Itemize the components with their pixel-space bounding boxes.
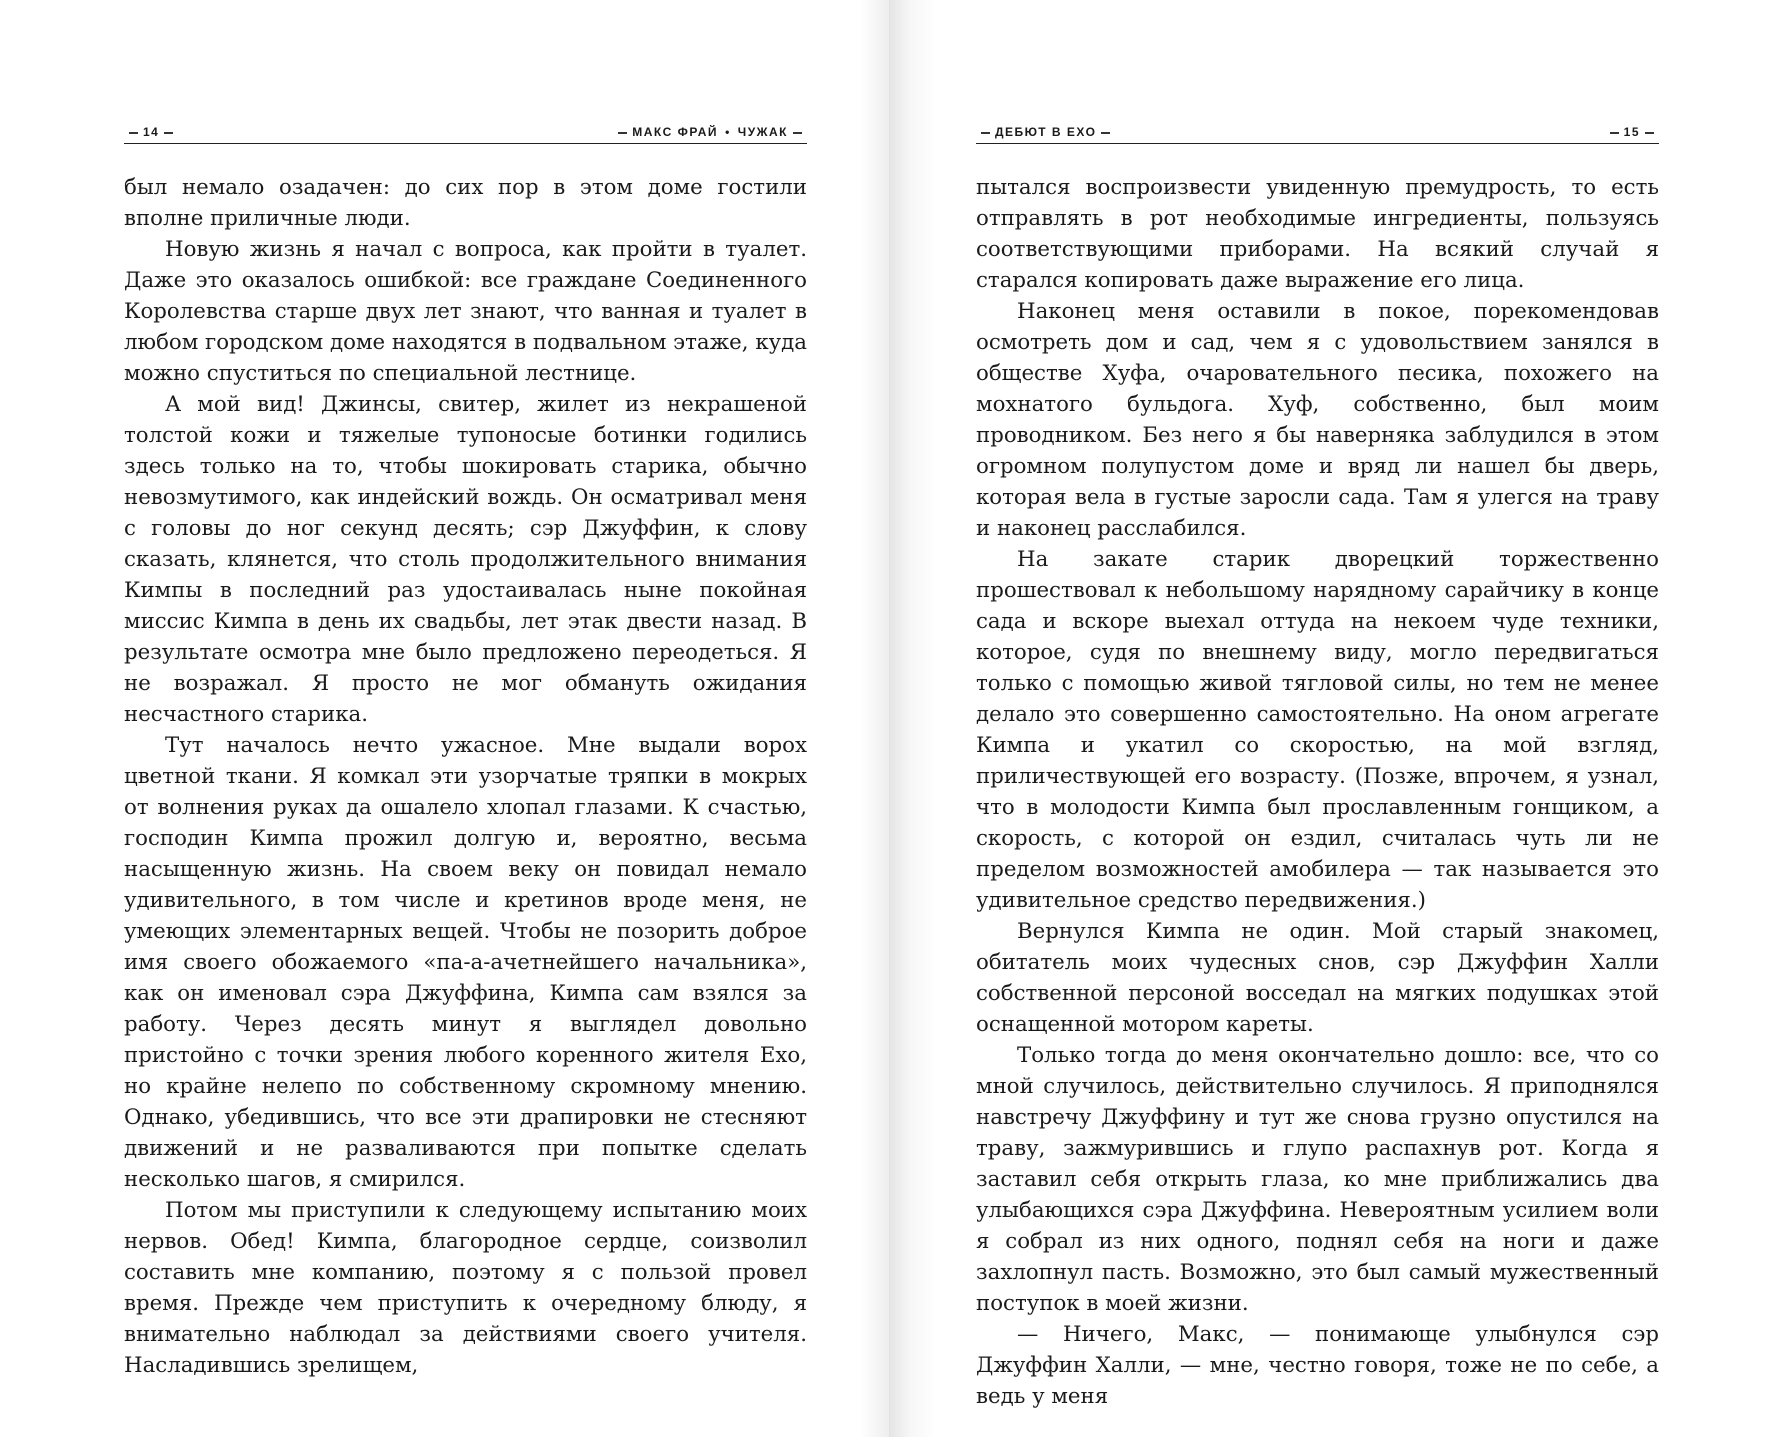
right-running-header [976, 122, 1659, 142]
paragraph: Новую жизнь я начал с вопроса, как пройти в туалет. Даже это оказалось ошибкой: все граждане Соединенного Королевства старше двух лет знают, что ванная и туалет в любом городском доме находятся в подвальном этаже, куда можно спуститься по специальной лестнице. [124, 237, 807, 386]
gutter-shadow-left [860, 0, 890, 1437]
left-page-number: 14 [143, 125, 160, 139]
ornament-dash [1610, 132, 1619, 134]
left-page-text [124, 172, 807, 1381]
ornament-dash [129, 132, 138, 134]
paragraph: Вернулся Кимпа не один. Мой старый знакомец, обитатель моих чудесных снов, сэр Джуффин Халли собственной персоной восседал на мягких подушках этой оснащенной мотором кареты. [976, 919, 1659, 1037]
ornament-dash [164, 132, 173, 134]
right-page-text [976, 172, 1659, 1412]
chapter-title: ДЕБЮТ В ЕХО [995, 125, 1097, 139]
paragraph: Только тогда до меня окончательно дошло: все, что со мной случилось, действительно случилось. Я приподнялся навстречу Джуффину и тут же снова грузно опустился на траву, зажмурившись и глупо распахнув рот. Когда я заставил себя открыть глаза, ко мне приближались два улыбающихся сэра Джуффина. Невероятным усилием воли я собрал из них одного, поднял себя на ноги и даже захлопнул пасть. Возможно, это был самый мужественный поступок в моей жизни. [976, 1043, 1659, 1316]
paragraph: пытался воспроизвести увиденную премудрость, то есть отправлять в рот необходимые ингредиенты, пользуясь соответствующими приборами. На всякий случай я старался копировать даже выражение его лица. [976, 175, 1659, 293]
paragraph: Потом мы приступили к следующему испытанию моих нервов. Обед! Кимпа, благородное сердце, соизволил составить мне компанию, поэтому я с пользой провел время. Прежде чем приступить к очередному блюду, я внимательно наблюдал за действиями своего учителя. Насладившись зрелищем, [124, 1198, 807, 1378]
paragraph: Наконец меня оставили в покое, порекомендовав осмотреть дом и сад, чем я с удовольствием занялся в обществе Хуфа, очаровательного песика, похожего на мохнатого бульдога. Хуф, собственно, был моим проводником. Без него я бы наверняка заблудился в этом огромном полупустом доме и вряд ли нашел бы дверь, которая вела в густые заросли сада. Там я улегся на траву и наконец расслабился. [976, 299, 1659, 541]
right-page-number-group [1605, 125, 1659, 139]
right-header-title-group [976, 125, 1115, 139]
ornament-dash [981, 132, 990, 134]
right-page-number: 15 [1623, 125, 1640, 139]
book-title: ЧУЖАК [737, 125, 788, 139]
paragraph: А мой вид! Джинсы, свитер, жилет из некрашеной толстой кожи и тяжелые тупоносые ботинки годились здесь только на то, чтобы шокировать старика, обычно невозмутимого, как индейский вождь. Он осматривал меня с головы до ног секунд десять; сэр Джуффин, к слову сказать, клянется, что столь продолжительного внимания Кимпы в последний раз удостаивалась ныне покойная миссис Кимпа в день их свадьбы, лет этак двести назад. В результате осмотра мне было предложено переодеться. Я не возражал. Я просто не мог обмануть ожидания несчастного старика. [124, 392, 807, 727]
left-page [0, 0, 890, 1437]
book-author: МАКС ФРАЙ [632, 125, 719, 139]
left-running-header [124, 122, 807, 142]
ornament-dash [1101, 132, 1110, 134]
ornament-dash [618, 132, 627, 134]
left-page-number-group [124, 125, 178, 139]
ornament-dash [1645, 132, 1654, 134]
ornament-dash [793, 132, 802, 134]
header-separator: • [725, 125, 731, 139]
paragraph: был немало озадачен: до сих пор в этом доме гостили вполне приличные люди. [124, 175, 807, 231]
paragraph: На закате старик дворецкий торжественно прошествовал к небольшому нарядному сарайчику в конце сада и вскоре выехал оттуда на некоем чуде техники, которое, судя по внешнему виду, могло передвигаться только с помощью живой тягловой силы, но тем не менее делало это совершенно самостоятельно. На оном агрегате Кимпа и укатил со скоростью, на мой взгляд, приличествующей его возрасту. (Позже, впрочем, я узнал, что в молодости Кимпа был прославленным гонщиком, а скорость, с которой он ездил, считалась чуть ли не пределом возможностей амобилера — так называется это удивительное средство передвижения.) [976, 547, 1659, 913]
right-page [890, 0, 1781, 1437]
gutter-shadow-right [890, 0, 936, 1437]
paragraph: — Ничего, Макс, — понимающе улыбнулся сэр Джуффин Халли, — мне, честно говоря, тоже не по себе, а ведь у меня [976, 1322, 1659, 1409]
paragraph: Тут началось нечто ужасное. Мне выдали ворох цветной ткани. Я комкал эти узорчатые тряпки в мокрых от волнения руках да ошалело хлопал глазами. К счастью, господин Кимпа прожил долгую и, вероятно, весьма насыщенную жизнь. На своем веку он повидал немало удивительного, в том числе и кретинов вроде меня, не умеющих элементарных вещей. Чтобы не позорить доброе имя своего обожаемого «па-а-ачетнейшего начальника», как он именовал сэра Джуффина, Кимпа сам взялся за работу. Через десять минут я выглядел довольно пристойно с точки зрения любого коренного жителя Ехо, но крайне нелепо по собственному скромному мнению. Однако, убедившись, что все эти драпировки не стесняют движений и не разваливаются при попытке сделать несколько шагов, я смирился. [124, 733, 807, 1192]
left-header-title-group [613, 125, 807, 139]
